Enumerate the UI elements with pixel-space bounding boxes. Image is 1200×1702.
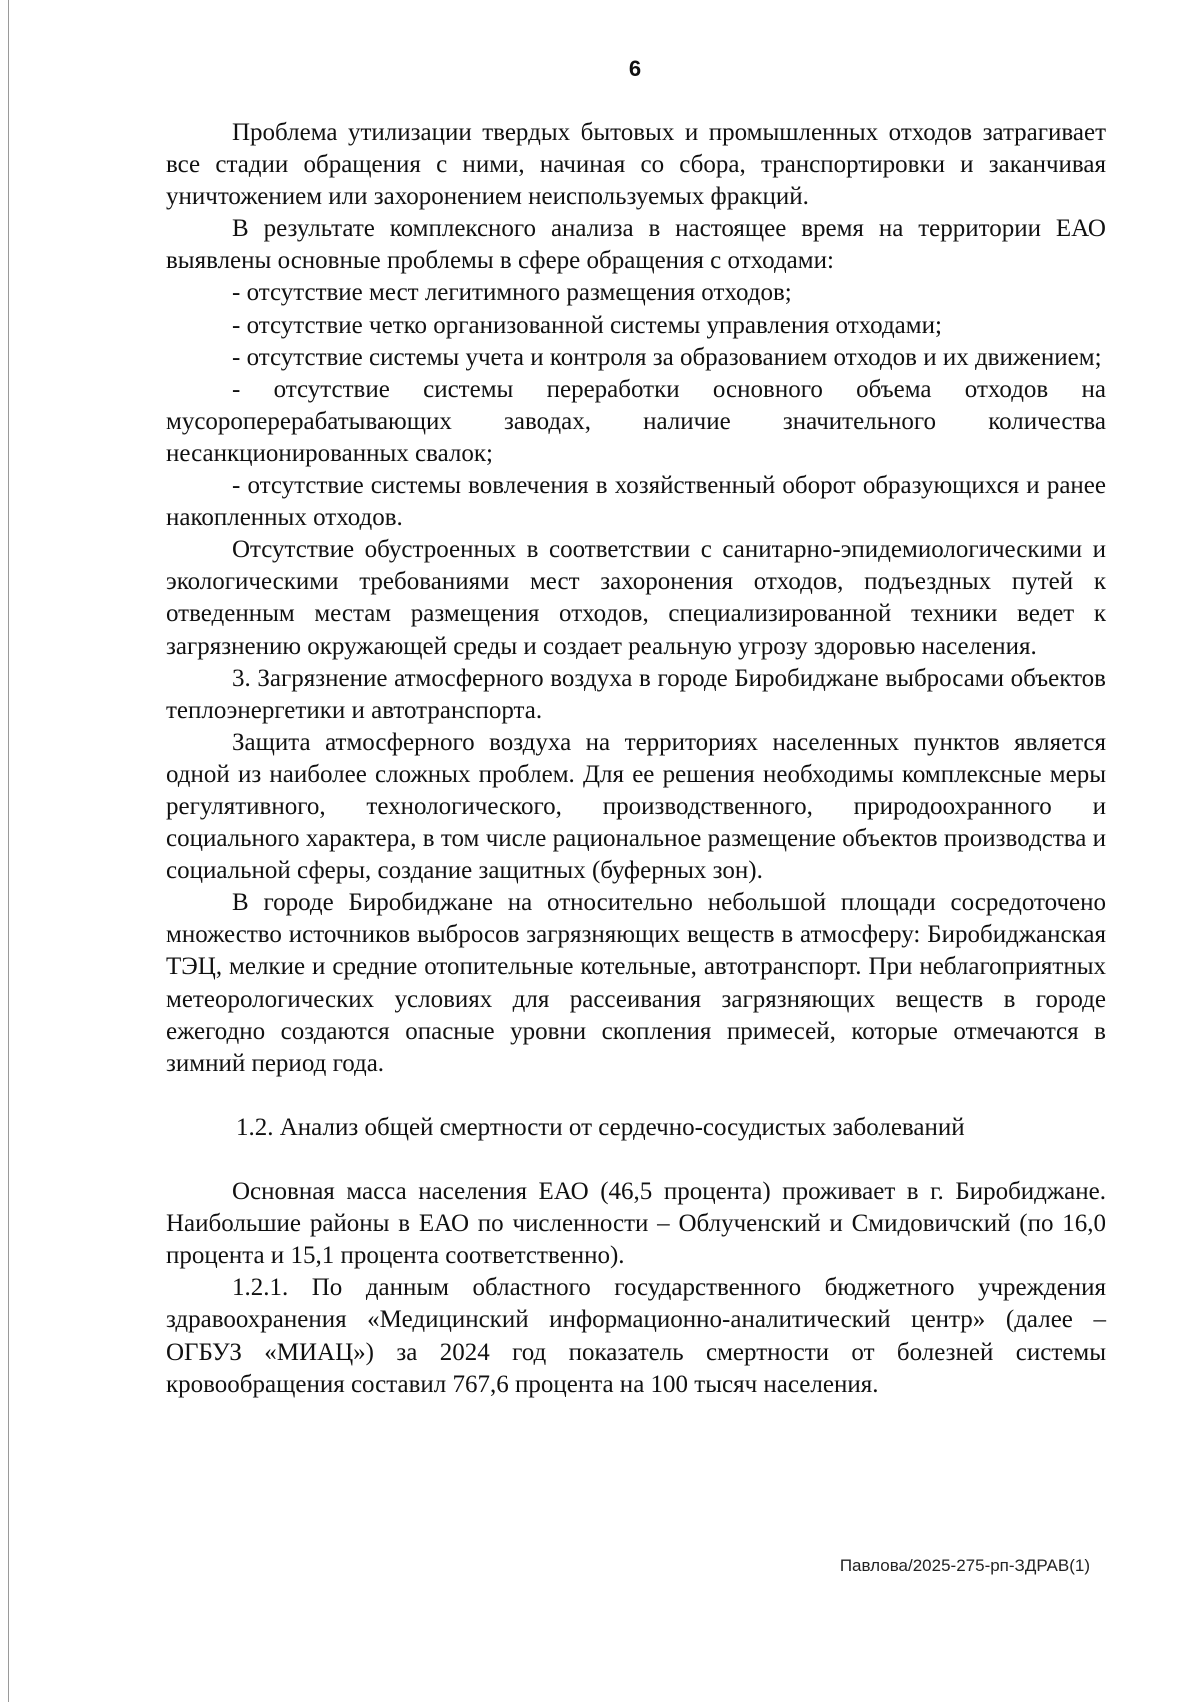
paragraph-analysis-intro: В результате комплексного анализа в настоящее время на территории ЕАО выявлены основные проблемы в сфере обращения с отходами: [166, 215, 1106, 275]
spacer [166, 1080, 1106, 1112]
paragraph-waste-problem: Проблема утилизации твердых бытовых и промышленных отходов затрагивает все стадии обращения с ними, начиная со сбора, транспортировки и заканчивая уничтожением или захоронением неиспользуемых фракций. [166, 119, 1106, 211]
paragraph-air-pollution-item: 3. Загрязнение атмосферного воздуха в городе Биробиджане выбросами объектов теплоэнергетики и автотранспорта. [166, 664, 1106, 724]
paragraph-birobidzhan-emissions: В городе Биробиджане на относительно небольшой площади сосредоточено множество источников выбросов загрязняющих веществ в атмосферу: Биробиджанская ТЭЦ, мелкие и средние отопительные котельные, автотранспорт. При неблагоприятных метеорологических условиях для рассеивания загрязняющих веществ в городе ежегодно создаются опасные уровни скопления примесей, которые отмечаются в зимний период года. [166, 889, 1106, 1077]
page-edge-line [8, 0, 9, 1702]
list-item-no-management-system: - отсутствие четко организованной системы управления отходами; [232, 311, 942, 339]
document-code: Павлова/2025-275-рп-ЗДРАВ(1) [839, 1556, 1090, 1575]
spacer [166, 1144, 1106, 1176]
list-item-no-legitimate-sites: - отсутствие мест легитимного размещения отходов; [232, 279, 792, 307]
page-number: 6 [628, 56, 642, 81]
paragraph-air-protection: Защита атмосферного воздуха на территориях населенных пунктов является одной из наиболее сложных проблем. Для ее решения необходимы комплексные меры регулятивного, технологического, производственного, природоохранного и социального характера, в том числе рациональное размещение объектов производства и социальной сферы, создание защитных (буферных зон). [166, 728, 1106, 885]
paragraph-population: Основная масса населения ЕАО (46,5 процента) проживает в г. Биробиджане. Наибольшие районы в ЕАО по численности – Облученский и Смидовичский (по 16,0 процента и 15,1 процента соответственно). [166, 1178, 1106, 1270]
list-item-no-economic-turnover: - отсутствие системы вовлечения в хозяйственный оборот образующихся и ранее накопленных отходов. [166, 472, 1106, 532]
list-item-no-accounting-system: - отсутствие системы учета и контроля за образованием отходов и их движением; [232, 343, 1102, 371]
document-body [166, 117, 1106, 1401]
section-heading: 1.2. Анализ общей смертности от сердечно-сосудистых заболеваний [236, 1113, 965, 1141]
paragraph-mortality-data: 1.2.1. По данным областного государственного бюджетного учреждения здравоохранения «Медицинский информационно-аналитический центр» (далее – ОГБУЗ «МИАЦ») за 2024 год показатель смертности от болезней системы кровообращения составил 767,6 процента на 100 тысяч населения. [166, 1274, 1106, 1398]
list-item-no-processing-system: - отсутствие системы переработки основного объема отходов на мусороперерабатывающих заводах, наличие значительного количества несанкционированных свалок; [166, 375, 1106, 467]
paragraph-lack-of-facilities: Отсутствие обустроенных в соответствии с санитарно-эпидемиологическими и экологическими требованиями мест захоронения отходов, подъездных путей к отведенным местам размещения отходов, специализированной техники ведет к загрязнению окружающей среды и создает реальную угрозу здоровью населения. [166, 536, 1106, 660]
